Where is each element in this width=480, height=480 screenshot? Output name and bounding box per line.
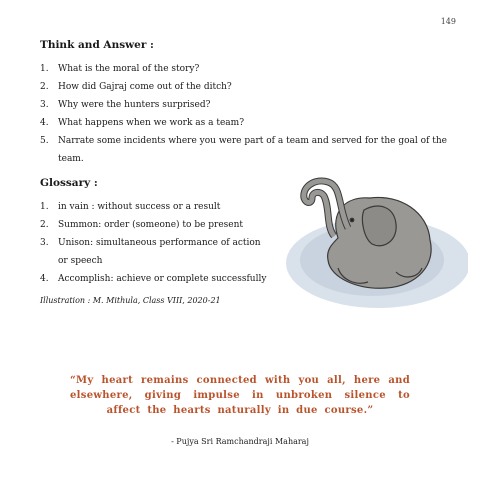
elephant-illustration bbox=[268, 168, 468, 310]
quote-attribution: - Pujya Sri Ramchandraji Maharaj bbox=[171, 437, 309, 446]
think-and-answer-heading: Think and Answer : bbox=[40, 39, 154, 51]
list-item: 5. Narrate some incidents where you were part of a team and served for the goal of the team. bbox=[40, 136, 447, 164]
list-item: 3. Unison: simultaneous performance of action or speech bbox=[40, 238, 261, 266]
list-item: 1. in vain : without success or a result bbox=[40, 202, 221, 212]
glossary-heading: Glossary : bbox=[40, 177, 98, 189]
list-item: 4. What happens when we work as a team? bbox=[40, 118, 245, 128]
list-item: 3. Why were the hunters surprised? bbox=[40, 100, 211, 110]
illustration-credit: Illustration : M. Mithula, Class VIII, 2020-21 bbox=[40, 296, 221, 305]
list-item: 2. Summon: order (someone) to be present bbox=[40, 220, 244, 230]
think-and-answer-list bbox=[40, 60, 450, 168]
glossary-list bbox=[40, 198, 272, 288]
list-item: 4. Accomplish: achieve or complete successfully bbox=[40, 274, 267, 284]
list-item: 1. What is the moral of the story? bbox=[40, 64, 200, 74]
quote: “My heart remains connected with you all, here and elsewhere, giving impulse in unbroken silence to affect the hearts naturally in due course.” bbox=[70, 375, 410, 416]
list-item: 2. How did Gajraj come out of the ditch? bbox=[40, 82, 232, 92]
page-number: 149 bbox=[440, 17, 456, 26]
